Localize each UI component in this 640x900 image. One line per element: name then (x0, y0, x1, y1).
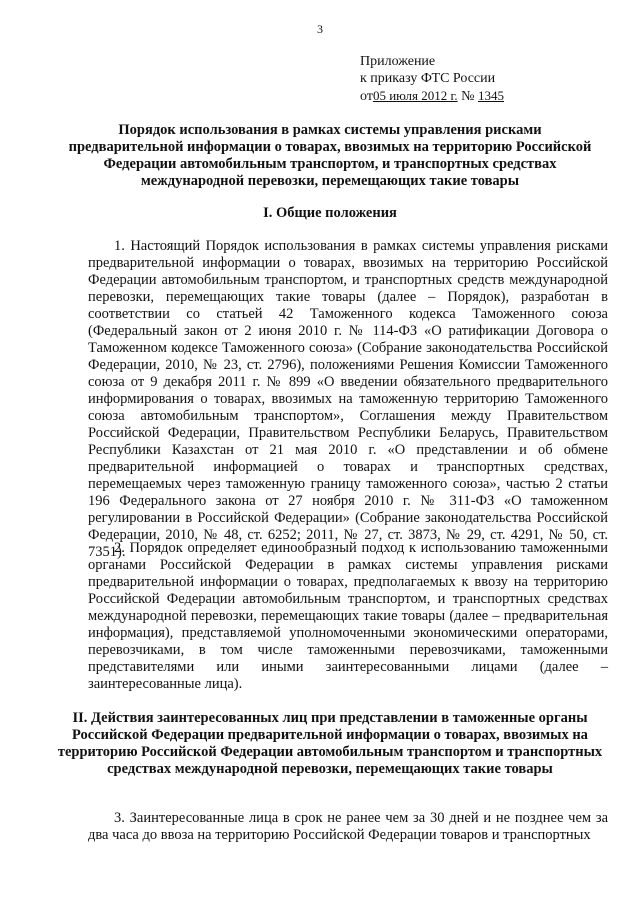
page-number: 3 (317, 22, 323, 36)
appendix-block (360, 53, 504, 105)
section-1-heading: I. Общие положения (263, 205, 397, 221)
order-number: 1345 (477, 88, 504, 103)
section-2-heading: II. Действия заинтересованных лиц при представлении в таможенные органы Российской Федерации предварительной информации о товарах, ввозимых на территорию Российской Федерации автомобильным транспортом и транспортных средствах международной перевозки, перемещающих такие товары (57, 710, 603, 777)
paragraph-1: 1. Настоящий Порядок использования в рамках системы управления рисками предварительной информации о товарах, ввозимых на территорию Российской Федерации автомобильным транспортом, и транспортных средств международной перевозки, перемещающих такие товары (далее – Порядок), разработан в соответствии со статьей 42 Таможенного кодекса Таможенного союза (Федеральный закон от 2 июня 2010 г. № 114-ФЗ «О ратификации Договора о Таможенном кодексе Таможенного союза» (Собрание законодательства Российской Федерации, 2010, № 23, ст. 2796), положениями Решения Комиссии Таможенного союза от 9 декабря 2011 г. № 899 «О введении обязательного предварительного информирования о товарах, ввозимых на таможенную территорию Таможенного союза автомобильным транспортом», Соглашения между Правительством Российской Федерации, Правительством Республики Беларусь, Правительством Республики Казахстан от 21 мая 2010 г. «О представлении и об обмене предварительной информацией о товарах и транспортных средствах, перемещаемых через таможенную границу таможенного союза», частью 2 статьи 196 Федерального закона от 27 ноября 2010 г. № 311-ФЗ «О таможенном регулировании в Российской Федерации» (Собрание законодательства Российской Федерации, 2010, № 48, ст. 6252; 2011, № 27, ст. 3873, № 29, ст. 4291, № 50, ст. 7351). (88, 238, 608, 560)
number-label: № (461, 89, 475, 104)
date-prefix: от (360, 89, 373, 104)
paragraph-2: 2. Порядок определяет единообразный подход к использованию таможенными органами Российской Федерации в рамках системы управления рисками предварительной информации о товарах, предполагаемых к ввозу на территорию Российской Федерации автомобильным транспортом, и транспортных средствах международной перевозки, перемещающих такие товары (далее – предварительная информация), представляемой уполномоченными экономическими операторами, перевозчиками, в том числе таможенными перевозчиками, таможенными представителями или иными заинтересованными лицами (далее – заинтересованные лица). (88, 540, 608, 692)
document-title: Порядок использования в рамках системы управления рисками предварительной информации о товарах, ввозимых на территорию Российской Федерации автомобильным транспортом, и транспортных средствах международной перевозки, перемещающих такие товары (68, 122, 592, 189)
paragraph-3: 3. Заинтересованные лица в срок не ранее чем за 30 дней и не позднее чем за два часа до ввоза на территорию Российской Федерации товаров и транспортных (88, 810, 608, 843)
appendix-date-line (360, 87, 504, 105)
order-date: 05 июля 2012 г. (372, 88, 458, 103)
appendix-label: Приложение (360, 54, 436, 69)
appendix-order: к приказу ФТС России (360, 71, 496, 86)
